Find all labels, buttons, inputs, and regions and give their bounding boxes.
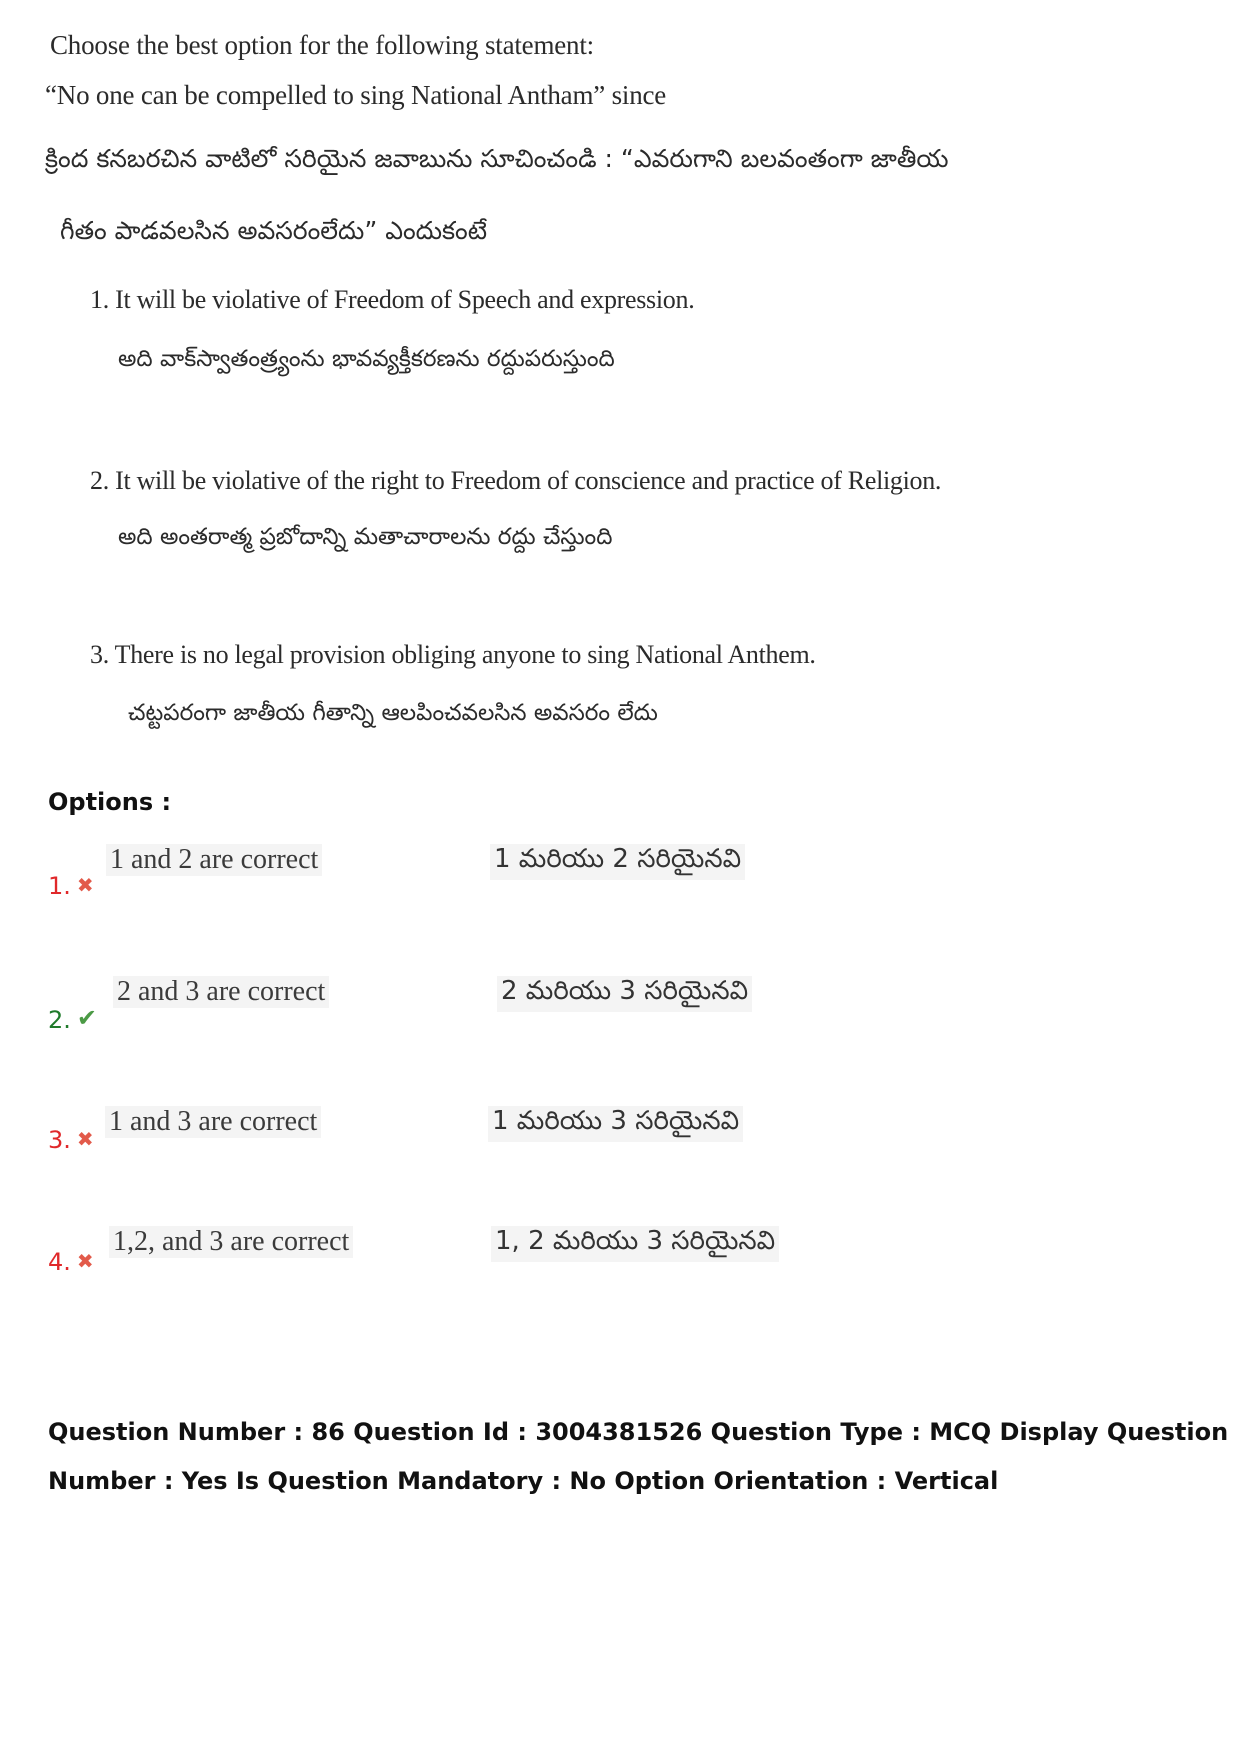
option-number: 2. xyxy=(48,1006,71,1034)
option-number: 4. xyxy=(48,1248,71,1276)
option-4-text-te: 1, 2 మరియు 3 సరియైనవి xyxy=(491,1226,779,1262)
question-meta-line-1: Question Number : 86 Question Id : 3004381526 Question Type : MCQ Display Question xyxy=(48,1418,1229,1446)
question-prompt-te-line2: గీతం పాడవలసిన అవసరంలేదు” ఎందుకంటే xyxy=(60,216,487,245)
options-heading: Options : xyxy=(48,788,172,816)
statement-1-te: అది వాక్‌స్వాతంత్ర్యంను భావవ్యక్తీకరణను రద్దుపరుస్తుంది xyxy=(118,346,615,372)
statement-1-en: 1. It will be violative of Freedom of Speech and expression. xyxy=(90,285,695,314)
option-number: 3. xyxy=(48,1126,71,1154)
question-meta-line-2: Number : Yes Is Question Mandatory : No Option Orientation : Vertical xyxy=(48,1467,999,1495)
option-3-text-te: 1 మరియు 3 సరియైనవి xyxy=(488,1106,743,1142)
option-number: 1. xyxy=(48,872,71,900)
option-2-text-te: 2 మరియు 3 సరియైనవి xyxy=(497,976,752,1012)
option-3-text-en: 1 and 3 are correct xyxy=(105,1106,321,1138)
option-4-text-en: 1,2, and 3 are correct xyxy=(109,1226,353,1258)
option-1-text-en: 1 and 2 are correct xyxy=(106,844,322,876)
option-2-text-en: 2 and 3 are correct xyxy=(113,976,329,1008)
statement-3-te: చట్టపరంగా జాతీయ గీతాన్ని ఆలపించవలసిన అవసరం లేదు xyxy=(128,700,658,726)
statement-3-en: 3. There is no legal provision obliging anyone to sing National Anthem. xyxy=(90,640,816,669)
question-prompt-en: Choose the best option for the following statement: xyxy=(50,30,594,60)
option-1-text-te: 1 మరియు 2 సరియైనవి xyxy=(490,844,745,880)
statement-2-en: 2. It will be violative of the right to Freedom of conscience and practice of Religion. xyxy=(90,466,942,495)
option-1-marker xyxy=(48,872,94,900)
check-icon: ✔ xyxy=(76,1006,98,1032)
option-2-marker xyxy=(48,1004,97,1034)
option-4-marker xyxy=(48,1248,94,1276)
cross-icon: ✖ xyxy=(76,1129,94,1151)
statement-2-te: అది అంతరాత్మ ప్రబోదాన్ని మతాచారాలను రద్దు చేస్తుంది xyxy=(118,524,613,550)
cross-icon: ✖ xyxy=(76,1251,94,1273)
question-prompt-te-line1: క్రింద కనబరచిన వాటిలో సరియైన జవాబును సూచించండి : “ఎవరుగాని బలవంతంగా జాతీయ xyxy=(45,144,949,173)
question-statement-en: “No one can be compelled to sing National Antham” since xyxy=(45,80,667,110)
cross-icon: ✖ xyxy=(76,875,94,897)
option-3-marker xyxy=(48,1126,94,1154)
